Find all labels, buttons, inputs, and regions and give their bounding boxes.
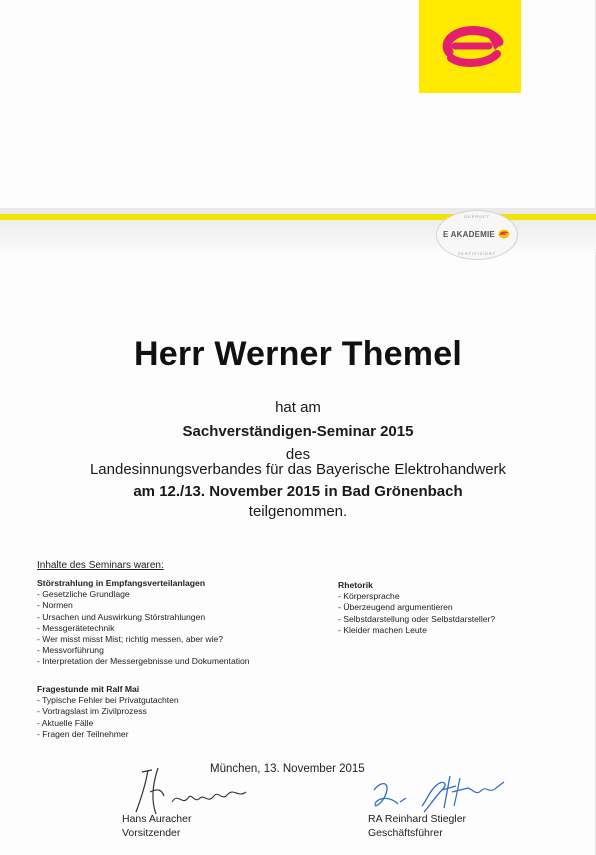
- list-item: - Körpersprache: [338, 591, 400, 602]
- topic-list: [37, 695, 179, 740]
- e-marke-logo: [419, 0, 521, 93]
- section-title: Rhetorik: [338, 580, 373, 590]
- signatory-right: [368, 812, 466, 840]
- list-item: - Typische Fehler bei Privatgutachten: [37, 695, 179, 706]
- signature-right: [364, 768, 514, 818]
- section-rhetorik: [338, 580, 495, 636]
- association-name: Landesinnungsverbandes für das Bayerische Elektrohandwerk: [89, 461, 507, 478]
- seal-logo-icon: [498, 229, 510, 239]
- list-item: - Wer misst misst Mist; richtig messen, aber wie?: [37, 634, 224, 645]
- e-akademie-seal: [436, 210, 518, 260]
- signature-left: [128, 762, 258, 817]
- section-stoerstrahlung: [37, 578, 250, 668]
- section-title: Fragestunde mit Ralf Mai: [37, 684, 140, 694]
- seminar-date-location: am 12./13. November 2015 in Bad Grönenbach: [133, 483, 463, 500]
- list-item: - Ursachen und Auswirkung Störstrahlungen: [37, 611, 206, 622]
- seal-arc-bottom: ZERTIFIZIERT: [457, 251, 497, 256]
- list-item: - Messgerätetechnik: [37, 622, 115, 633]
- signatory-name: Hans Auracher: [122, 813, 192, 825]
- text-des: des: [285, 446, 311, 463]
- topic-list: [338, 591, 495, 636]
- seal-label: E AKADEMIE: [443, 230, 495, 239]
- contents-heading: Inhalte des Seminars waren:: [37, 560, 164, 571]
- list-item: - Fragen der Teilnehmer: [37, 728, 129, 739]
- signatory-left: [122, 812, 191, 840]
- list-item: - Interpretation der Messergebnisse und Dokumentation: [37, 656, 250, 667]
- list-item: - Vortragslast im Zivilprozess: [37, 706, 147, 717]
- signatory-role: Geschäftsführer: [368, 827, 443, 839]
- list-item: - Selbstdarstellung oder Selbstdarsteller?: [338, 613, 496, 624]
- list-item: - Messvorführung: [37, 645, 104, 656]
- section-fragestunde: [37, 684, 179, 740]
- list-item: - Gesetzliche Grundlage: [37, 589, 130, 600]
- section-title: Störstrahlung in Empfangsverteilanlagen: [37, 578, 206, 588]
- text-hat-am: hat am: [275, 399, 321, 416]
- text-teilgenommen: teilgenommen.: [248, 503, 348, 520]
- signatory-role: Vorsitzender: [122, 827, 181, 839]
- e-marke-logo-icon: [437, 22, 507, 68]
- list-item: - Normen: [37, 600, 73, 611]
- seminar-title: Sachverständigen-Seminar 2015: [182, 423, 414, 440]
- list-item: - Aktuelle Fälle: [37, 717, 94, 728]
- place-and-date: München, 13. November 2015: [210, 763, 365, 775]
- seal-arc-top: GEPRÜFT: [463, 214, 491, 219]
- topic-list: [37, 589, 250, 667]
- list-item: - Überzeugend argumentieren: [338, 602, 453, 613]
- signatory-name: RA Reinhard Stiegler: [368, 813, 467, 825]
- participant-name: Herr Werner Themel: [134, 335, 462, 373]
- list-item: - Kleider machen Leute: [338, 624, 427, 635]
